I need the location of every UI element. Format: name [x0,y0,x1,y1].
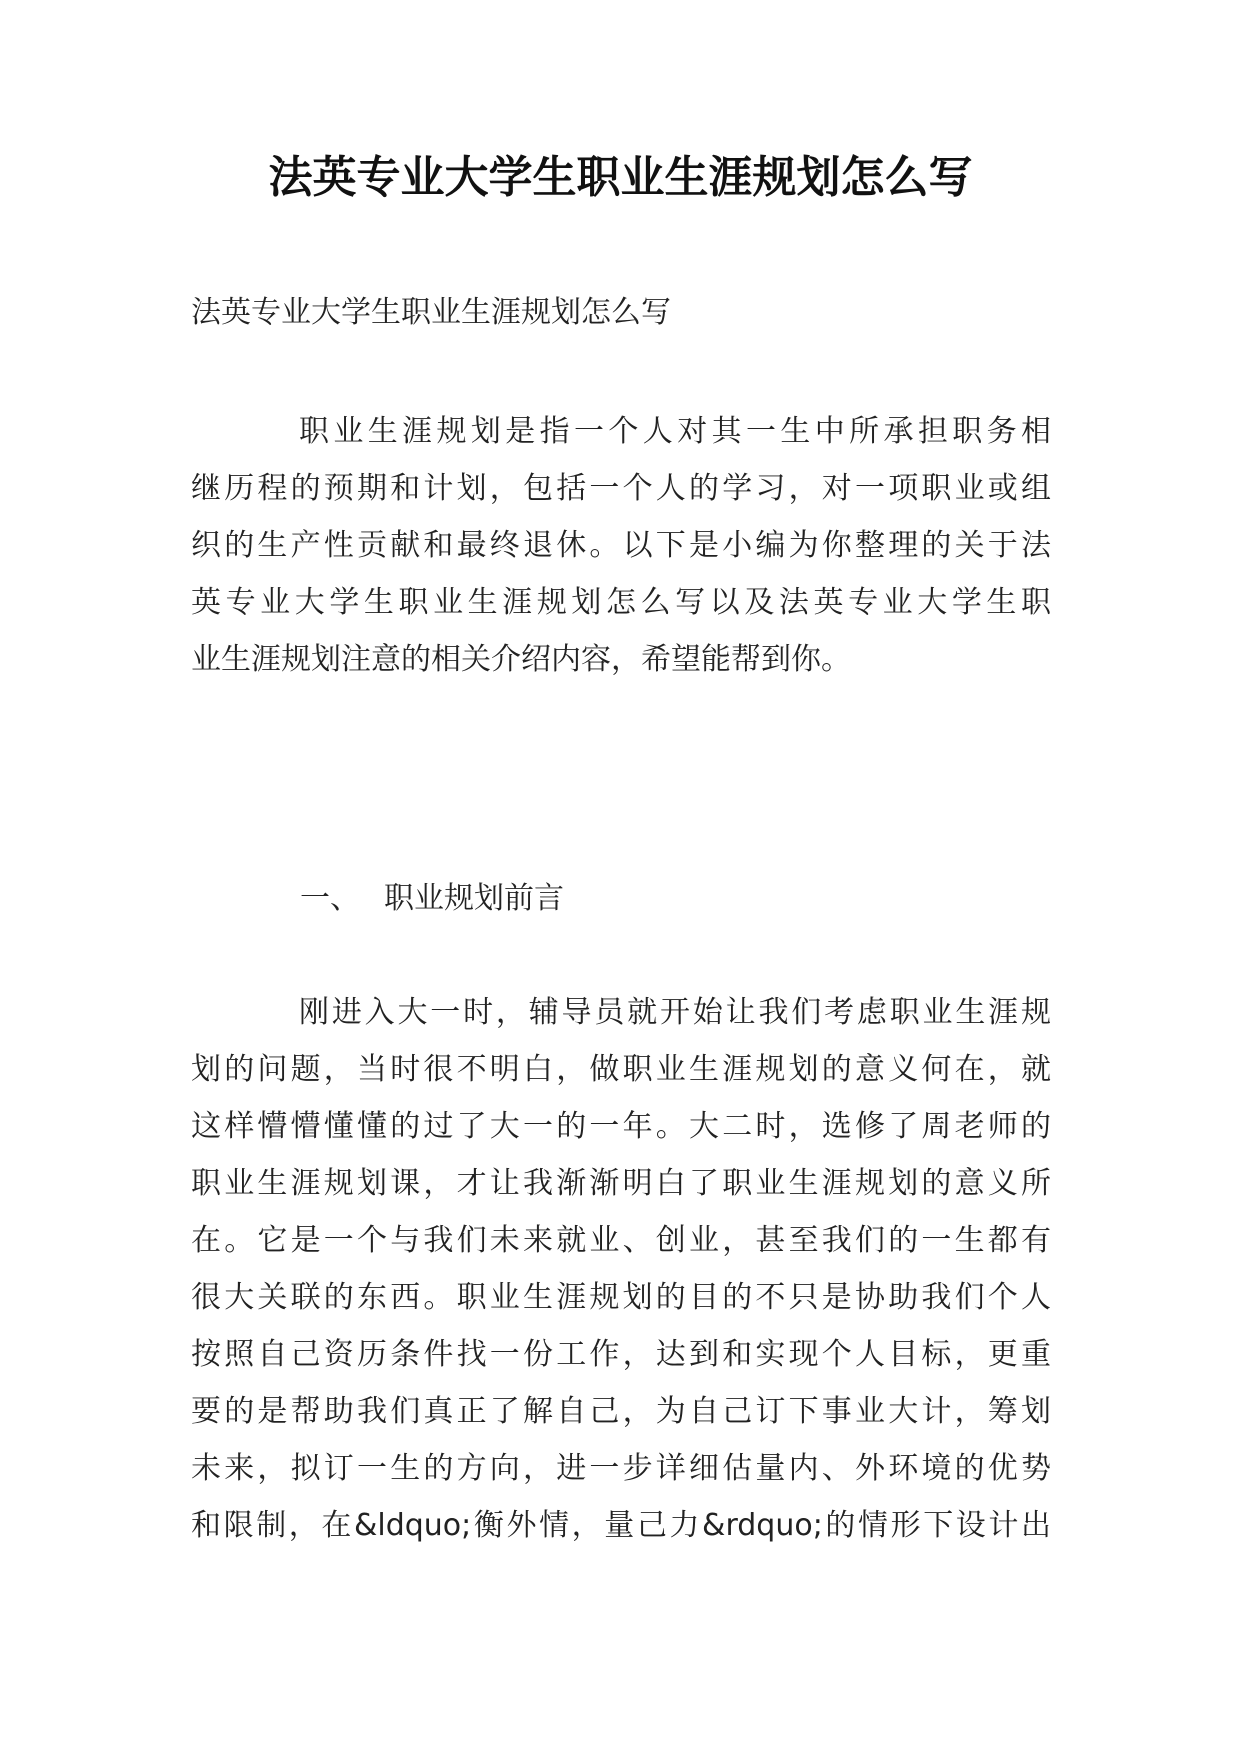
intro-line: 英专业大学生职业生涯规划怎么写以及法英专业大学生职 [191,585,1051,620]
body-line: 和限制，在&ldquo;衡外情，量己力&rdquo;的情形下设计出 [191,1508,1051,1543]
body-line: 很大关联的东西。职业生涯规划的目的不只是协助我们个人 [191,1280,1051,1315]
intro-line: 职业生涯规划是指一个人对其一生中所承担职务相 [299,414,1051,449]
document-subtitle: 法英专业大学生职业生涯规划怎么写 [191,295,671,330]
body-paragraph [191,984,1051,1554]
body-line: 按照自己资历条件找一份工作，达到和实现个人目标，更重 [191,1337,1051,1372]
section-heading-text: 职业规划前言 [384,881,564,916]
intro-paragraph [191,403,1051,688]
body-line: 未来，拟订一生的方向，进一步详细估量内、外环境的优势 [191,1451,1051,1486]
section-number: 一、 [300,881,360,916]
intro-line: 织的生产性贡献和最终退休。以下是小编为你整理的关于法 [191,528,1051,563]
document-title: 法英专业大学生职业生涯规划怎么写 [268,152,973,203]
body-line: 职业生涯规划课，才让我渐渐明白了职业生涯规划的意义所 [191,1166,1051,1201]
section-heading [300,876,564,922]
body-line: 刚进入大一时，辅导员就开始让我们考虑职业生涯规 [299,995,1051,1030]
body-line: 划的问题，当时很不明白，做职业生涯规划的意义何在，就 [191,1052,1051,1087]
body-line: 要的是帮助我们真正了解自己，为自己订下事业大计，筹划 [191,1394,1051,1429]
body-line: 这样懵懵懂懂的过了大一的一年。大二时，选修了周老师的 [191,1109,1051,1144]
intro-line: 继历程的预期和计划，包括一个人的学习，对一项职业或组 [191,471,1051,506]
body-line: 在。它是一个与我们未来就业、创业，甚至我们的一生都有 [191,1223,1051,1258]
intro-line: 业生涯规划注意的相关介绍内容，希望能帮到你。 [191,642,851,677]
